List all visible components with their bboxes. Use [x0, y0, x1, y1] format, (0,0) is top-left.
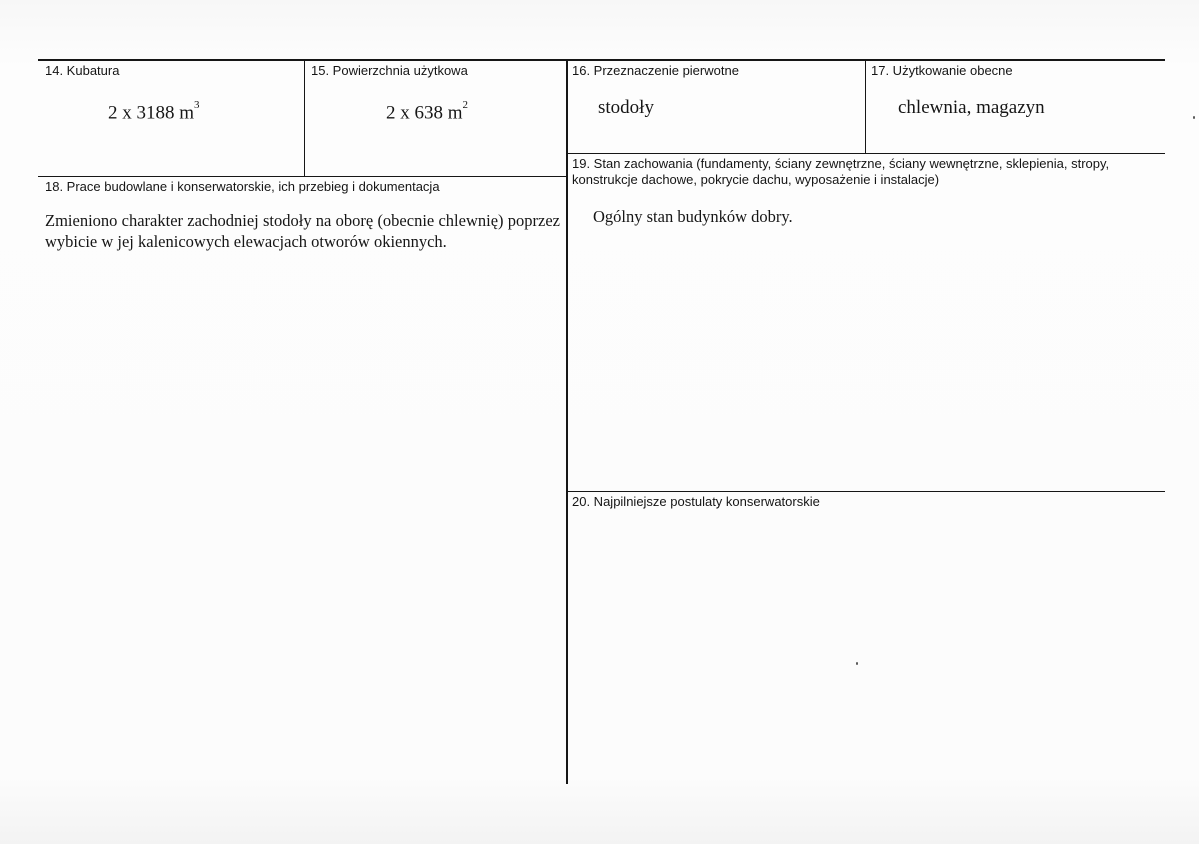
- field-18-text: Zmieniono charakter zachodniej stodoły na oborę (obecnie chlewnię) poprzez wybicie w jej kalenicowych elewacjach otworów okiennych.: [45, 211, 560, 251]
- top-rule: [38, 59, 1165, 61]
- field-15-value: [386, 97, 468, 124]
- field-17-label: 17. Użytkowanie obecne: [871, 63, 1013, 78]
- field-15-value-exponent: 2: [462, 99, 469, 111]
- field-15-label: 15. Powierzchnia użytkowa: [311, 63, 468, 78]
- field-19-label: 19. Stan zachowania (fundamenty, ściany zewnętrzne, ściany wewnętrzne, sklepienia, stropy, konstrukcje dachowe, pokrycie dachu, wyposażenie i instalacje): [572, 156, 1110, 187]
- rule-under-16-17: [567, 153, 1165, 154]
- divider-14-15: [304, 60, 305, 177]
- divider-main-column: [566, 60, 568, 784]
- field-15-value-main: 2 x 638 m: [386, 102, 463, 124]
- divider-16-17: [865, 60, 866, 153]
- field-20-label: 20. Najpilniejsze postulaty konserwatorskie: [572, 494, 820, 509]
- field-14-value-main: 2 x 3188 m: [108, 102, 195, 124]
- rule-under-14-15: [38, 176, 566, 177]
- field-14-value: [108, 97, 200, 124]
- field-14-label: 14. Kubatura: [45, 63, 120, 78]
- scan-speck: [1193, 116, 1195, 119]
- field-18-label: 18. Prace budowlane i konserwatorskie, ich przebieg i dokumentacja: [45, 179, 440, 194]
- field-14-value-exponent: 3: [194, 99, 200, 111]
- field-19-text: Ogólny stan budynków dobry.: [593, 207, 793, 226]
- scan-speck: [856, 662, 858, 665]
- rule-under-19: [567, 491, 1165, 492]
- field-17-value: chlewnia, magazyn: [898, 97, 1045, 118]
- field-16-value: stodoły: [598, 97, 654, 118]
- field-16-label: 16. Przeznaczenie pierwotne: [572, 63, 739, 78]
